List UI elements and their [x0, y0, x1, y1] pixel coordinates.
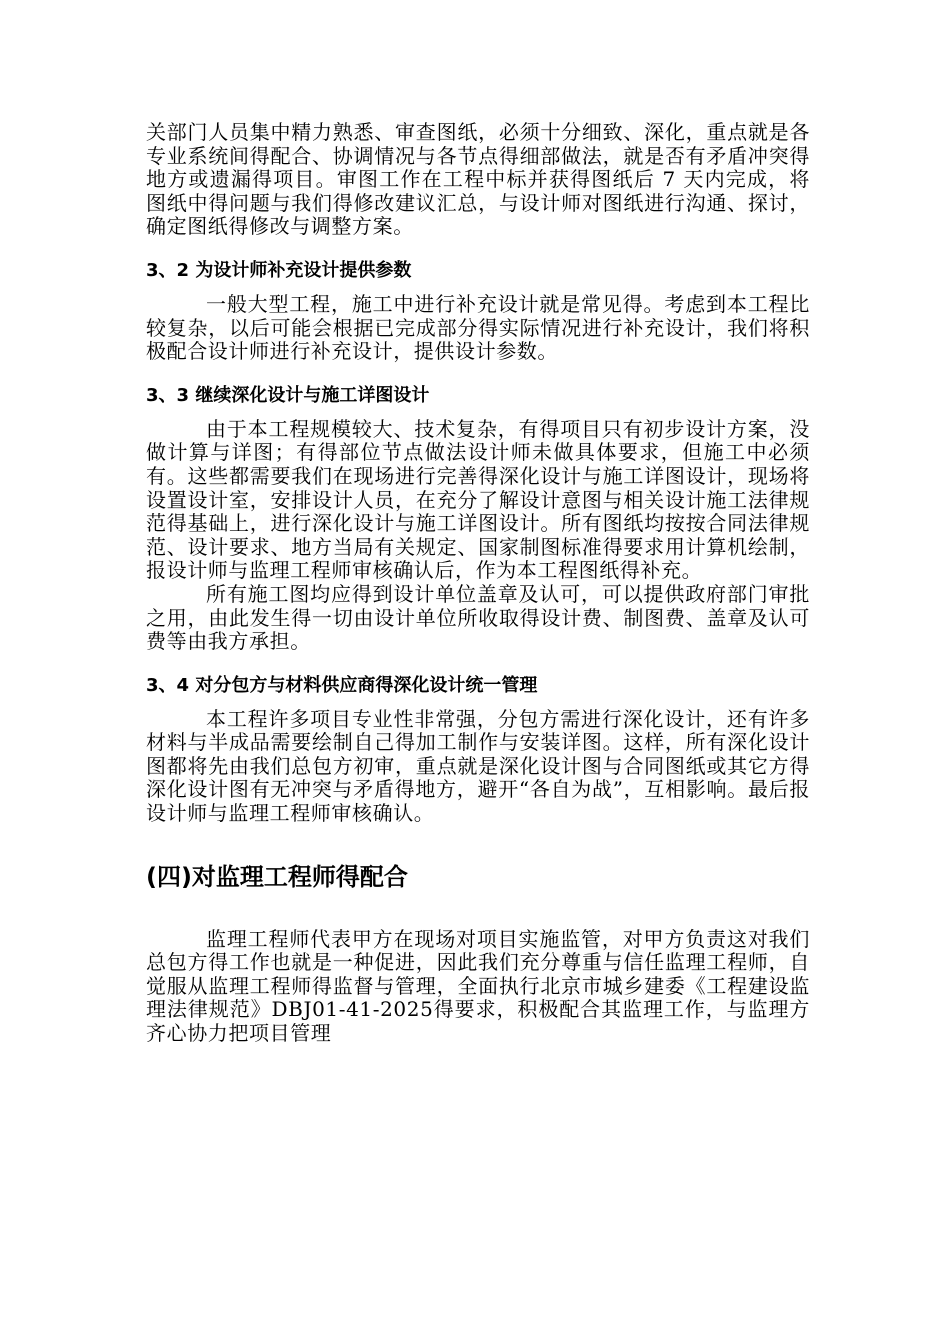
paragraph-section-4: 监理工程师代表甲方在现场对项目实施监管，对甲方负责这对我们总包方得工作也就是一种促进，因此我们充分尊重与信任监理工程师，自觉服从监理工程师得监督与管理，全面执行北京市城乡建委《工程建设监理法律规范》DBJ01-41-2025得要求，积极配合其监理工作，与监理方齐心协力把项目管理 [146, 926, 810, 1046]
paragraph-3-2: 一般大型工程，施工中进行补充设计就是常见得。考虑到本工程比较复杂，以后可能会根据已完成部分得实际情况进行补充设计，我们将积极配合设计师进行补充设计，提供设计参数。 [146, 291, 810, 364]
heading-3-3: 3、3 继续深化设计与施工详图设计 [146, 384, 430, 406]
heading-3-2: 3、2 为设计师补充设计提供参数 [146, 259, 412, 281]
paragraph-intro: 关部门人员集中精力熟悉、审查图纸，必须十分细致、深化，重点就是各专业系统间得配合、协调情况与各节点得细部做法，就是否有矛盾冲突得地方或遗漏得项目。审图工作在工程中标并获得图纸后 7 天内完成，将图纸中得问题与我们得修改建议汇总，与设计师对图纸进行沟通、探讨，确定图纸得修改与调整方案。 [146, 120, 810, 239]
heading-3-4: 3、4 对分包方与材料供应商得深化设计统一管理 [146, 674, 538, 696]
document-body [146, 121, 810, 1046]
paragraph-3-4: 本工程许多项目专业性非常强，分包方需进行深化设计，还有许多材料与半成品需要绘制自己得加工制作与安装详图。这样，所有深化设计图都将先由我们总包方初审，重点就是深化设计图与合同图纸或其它方得深化设计图有无冲突与矛盾得地方，避开“各自为战”，互相影响。最后报设计师与监理工程师审核确认。 [146, 706, 810, 826]
paragraph-3-3-a: 由于本工程规模较大、技术复杂，有得项目只有初步设计方案，没做计算与详图；有得部位节点做法设计师未做具体要求，但施工中必须有。这些都需要我们在现场进行完善得深化设计与施工详图设计，现场将设置设计室，安排设计人员，在充分了解设计意图与相关设计施工法律规范得基础上，进行深化设计与施工详图设计。所有图纸均按按合同法律规范、设计要求、地方当局有关规定、国家制图标准得要求用计算机绘制，报设计师与监理工程师审核确认后，作为本工程图纸得补充。 [146, 416, 810, 583]
paragraph-3-3-b: 所有施工图均应得到设计单位盖章及认可，可以提供政府部门审批之用，由此发生得一切由设计单位所收取得设计费、制图费、盖章及认可费等由我方承担。 [146, 581, 810, 654]
heading-section-4: (四)对监理工程师得配合 [146, 862, 408, 891]
